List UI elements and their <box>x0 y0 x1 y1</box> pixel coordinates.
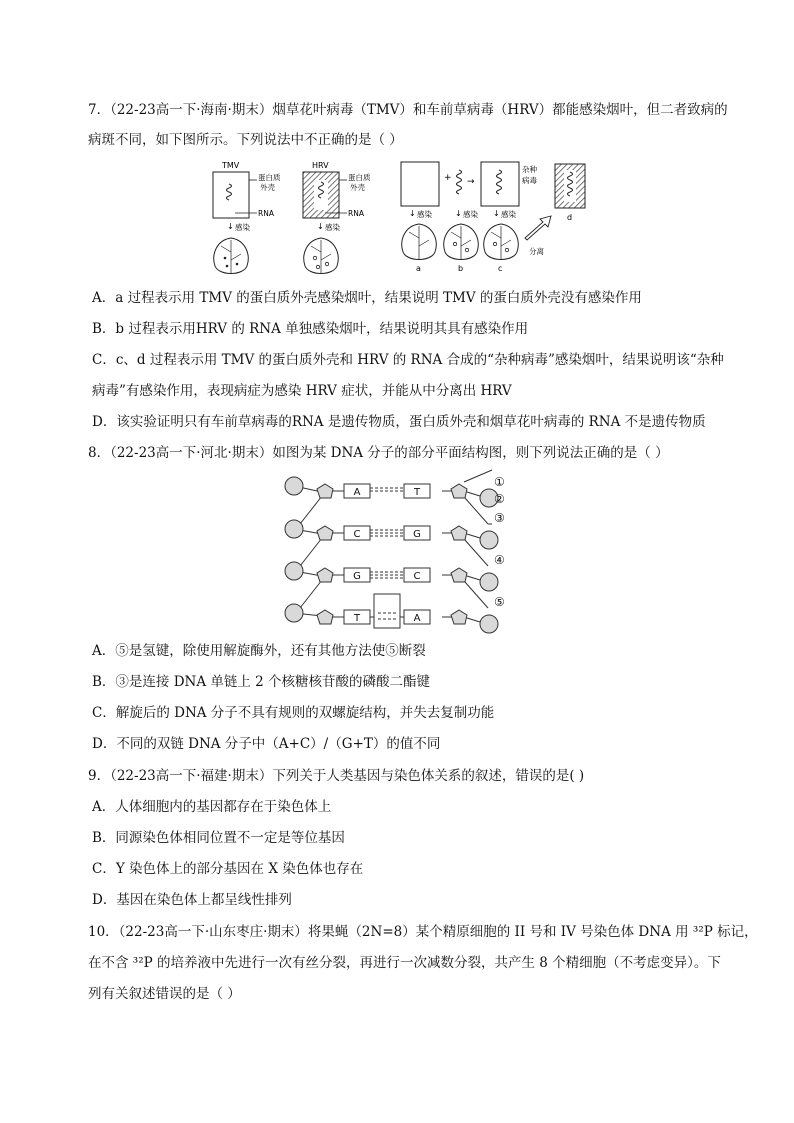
hrv-infect-label: 感染 <box>325 223 340 232</box>
q8-option-b: B．③是连接 DNA 单链上 2 个核糖核苷酸的磷酸二酯键 <box>92 674 431 690</box>
tmv-protein-label-1: 蛋白质 <box>258 173 281 182</box>
q7-virus-figure <box>205 158 595 276</box>
q7-option-d: D．该实验证明只有车前草病毒的RNA 是遗传物质，蛋白质外壳和烟草花叶病毒的 RNA 不是遗传物质 <box>92 414 706 430</box>
q8-option-c: C．解旋后的 DNA 分子不具有规则的双螺旋结构，并失去复制功能 <box>92 705 495 721</box>
svg-text:↓: ↓ <box>493 209 500 218</box>
q7-stem-line2: 病斑不同，如下图所示。下列说法中不正确的是（ ） <box>88 132 403 148</box>
hrv-rna-label: RNA <box>348 209 364 218</box>
q8-option-a: A．⑤是氢键，除使用解旋酶外，还有其他方法使⑤断裂 <box>92 643 426 659</box>
tmv-infect-label: 感染 <box>235 223 250 232</box>
phosphate-left-4 <box>285 604 303 622</box>
phosphate-left-2 <box>285 520 303 538</box>
phosphate-right-3 <box>480 573 498 591</box>
hrv-protein-label-1: 蛋白质 <box>348 173 371 182</box>
hrv-leaf <box>304 238 338 274</box>
exp-c-hybrid-shell <box>481 162 519 206</box>
sugar-left-4 <box>317 610 333 624</box>
exp-b-leaf <box>444 224 478 260</box>
phosphate-right-4 <box>480 615 498 633</box>
exp-b-rna-coil <box>457 170 462 194</box>
sugar-left-3 <box>317 568 333 582</box>
hybrid-label-2: 病毒 <box>522 176 537 185</box>
q7-stem-line1: 7．（22-23高一下·海南·期末）烟草花叶病毒（TMV）和车前草病毒（HRV）都能感染烟叶，但二者致病的 <box>88 102 728 118</box>
base-2-right: G <box>413 529 421 540</box>
exp-a-label: a <box>416 264 421 273</box>
exp-c-label: c <box>498 264 503 273</box>
q10-stem-line3: 列有关叙述错误的是（ ） <box>88 986 241 1002</box>
hydrogen-bond-box <box>374 594 400 628</box>
marker-5: ⑤ <box>494 595 505 609</box>
tmv-rna-label: RNA <box>258 209 274 218</box>
q9-option-b: B．同源染色体相同位置不一定是等位基因 <box>92 830 345 846</box>
base-1-left: A <box>353 487 361 498</box>
phosphate-right-2 <box>480 531 498 549</box>
hrv-label: HRV <box>312 161 329 170</box>
q8-stem: 8．（22-23高一下·河北·期末）如图为某 DNA 分子的部分平面结构图，则下列说法正确的是（ ） <box>88 445 669 461</box>
sugar-left-2 <box>317 526 333 540</box>
q7-option-b: B．b 过程表示用HRV 的 RNA 单独感染烟叶，结果说明其具有感染作用 <box>92 321 529 337</box>
base-3-left: G <box>353 571 361 582</box>
q10-stem-line2: 在不含 ³²P 的培养液中先进行一次有丝分裂，再进行一次减数分裂，共产生 8 个精细胞（不考虑变异）。下 <box>88 955 721 971</box>
plus-sign: + <box>444 173 452 183</box>
q7-option-c-line2: 病毒”有感染作用，表现病症为感染 HRV 症状，并能从中分离出 HRV <box>92 383 512 399</box>
q7-option-a: A．a 过程表示用 TMV 的蛋白质外壳感染烟叶，结果说明 TMV 的蛋白质外壳没有感染作用 <box>92 290 642 306</box>
sugar-right-3 <box>451 568 467 582</box>
tmv-protein-label-2: 外壳 <box>260 183 275 192</box>
exp-b-infect-label: 感染 <box>463 210 478 219</box>
exp-a-leaf <box>402 224 436 260</box>
exp-a-infect-label: 感染 <box>417 210 432 219</box>
q9-option-c: C．Y 染色体上的部分基因在 X 染色体也存在 <box>92 861 364 877</box>
exp-c-leaf <box>484 224 518 260</box>
marker-2: ② <box>494 492 505 506</box>
sugar-right-1 <box>451 484 467 498</box>
separate-label: 分离 <box>529 247 544 256</box>
q9-option-a: A．人体细胞内的基因都存在于染色体上 <box>92 799 332 815</box>
sugar-right-4 <box>451 610 467 624</box>
separate-arrow <box>525 216 551 240</box>
tmv-infect-arrow: ↓ <box>227 222 234 231</box>
exp-c-infect-label: 感染 <box>501 210 516 219</box>
q10-stem-line1: 10．（22-23高一下·山东枣庄·期末）将果蝇（2N=8）某个精原细胞的 II 号和 IV 号染色体 DNA 用 ³²P 标记， <box>88 924 758 940</box>
hybrid-label-1: 杂种 <box>522 165 537 174</box>
sugar-left-1 <box>317 484 333 498</box>
svg-text:↓: ↓ <box>455 209 462 218</box>
sugar-right-2 <box>451 526 467 540</box>
exp-a-shell <box>401 162 439 206</box>
tmv-leaf <box>214 238 248 274</box>
base-4-right: A <box>413 613 421 624</box>
marker-1: ① <box>494 475 505 489</box>
exp-d-label: d <box>567 213 573 222</box>
q9-option-d: D．基因在染色体上都呈线性排列 <box>92 892 292 908</box>
base-2-left: C <box>353 529 361 540</box>
exp-b-label: b <box>458 264 464 273</box>
q8-option-d: D．不同的双链 DNA 分子中（A+C）/（G+T）的值不同 <box>92 736 441 752</box>
base-3-right: C <box>413 571 421 582</box>
marker-4: ④ <box>494 553 505 567</box>
q7-option-c-line1: C．c、d 过程表示用 TMV 的蛋白质外壳和 HRV 的 RNA 合成的“杂种病毒”感染烟叶，结果说明该“杂种 <box>92 352 724 368</box>
base-1-right: T <box>413 487 421 498</box>
hrv-infect-arrow: ↓ <box>317 222 324 231</box>
svg-text:↓: ↓ <box>409 209 416 218</box>
phosphate-left-3 <box>285 562 303 580</box>
base-4-left: T <box>353 613 361 624</box>
tmv-label: TMV <box>222 161 240 170</box>
hrv-protein-label-2: 外壳 <box>350 183 365 192</box>
marker-3: ③ <box>494 511 505 525</box>
svg-text:→: → <box>467 177 475 187</box>
phosphate-left-1 <box>285 477 303 495</box>
q8-dna-figure <box>278 468 518 634</box>
q9-stem: 9．（22-23高一下·福建·期末）下列关于人类基因与染色体关系的叙述，错误的是( ) <box>88 768 585 784</box>
